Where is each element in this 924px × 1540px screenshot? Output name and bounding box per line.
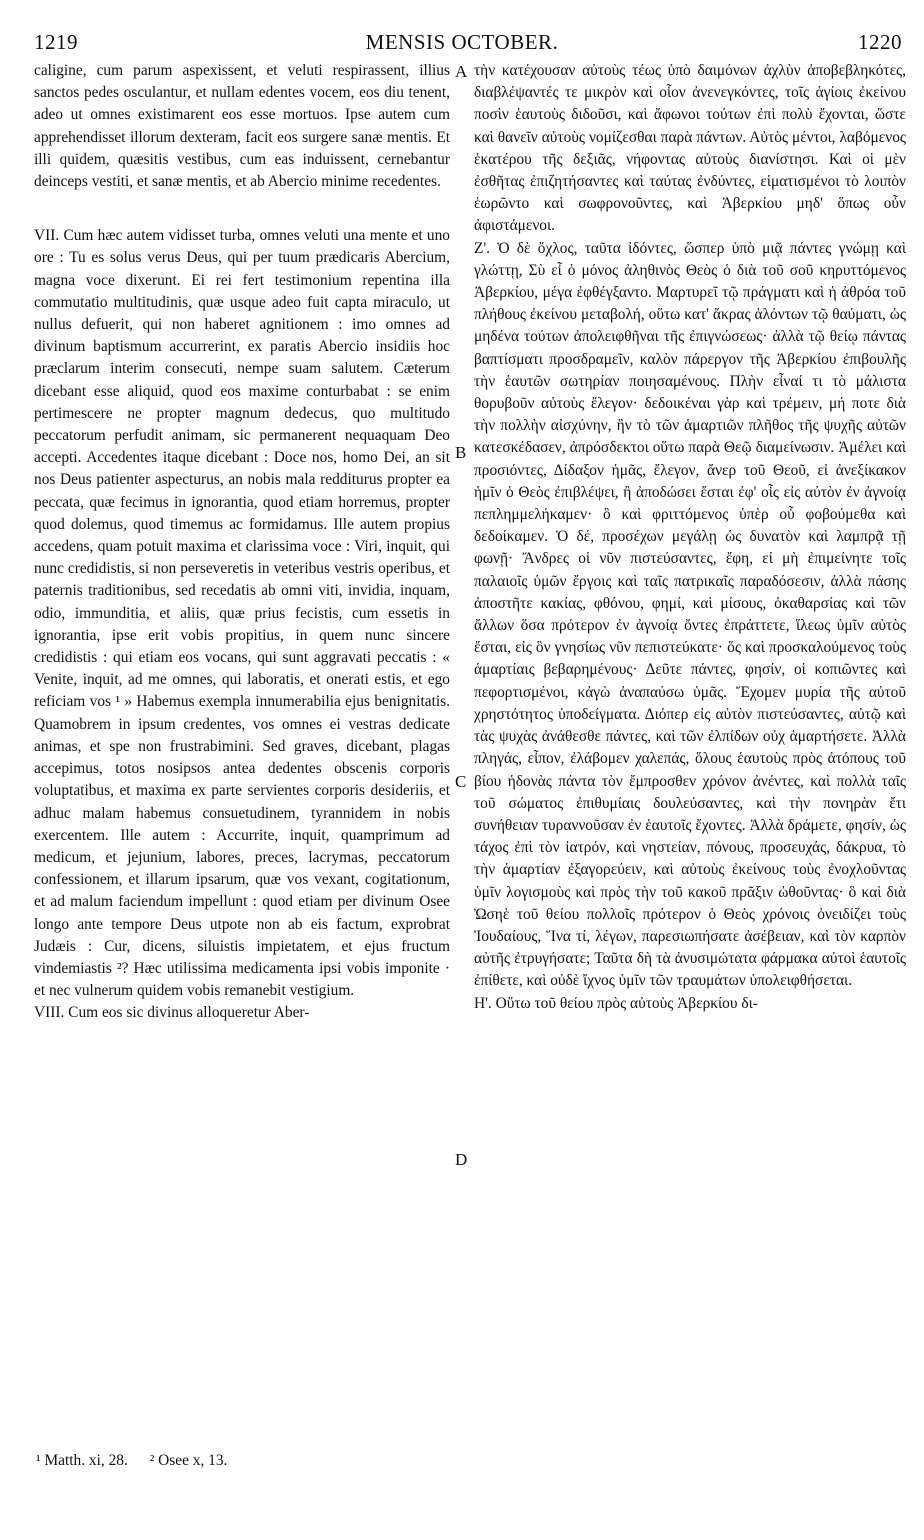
margin-marker-d: D [455,1150,468,1169]
greek-paragraph-1: τὴν κατέχουσαν αὐτοὺς τέως ὑπὸ δαιμόνων ἀχλὺν ἀποβεβληκότες, διαβλέψαντές τε μικρὸν καὶ οἷον ἀνενεγκόντες, τοῖς ἁγίοις ἐκείνου ποσὶν ἑαυτοὺς διδοῦσι, καὶ ἄφωνοι τούτων ἐπὶ πολὺ ἔχονται, ὥστε καὶ θανεῖν αὐτοὺς νομίζεσθαι παρὰ πάντων. Αὐτὸς μέντοι, λαβόμενος ἑκατέρου τῆς δεξιᾶς, νήφοντας αὐτοὺς διανίστησι. Καὶ οἱ μὲν ἐσθῆτας ἐπιζητήσαντες καὶ ταύτας ἐνδύντες, εἱματισμένοι τὸ λοιπὸν ἑωρῶντο καὶ σωφρονοῦντες, καὶ Ἀβερκίου μηδ' ὅπως οὖν ἀφιστάμενοι. [474,62,906,235]
margin-marker-a: A [455,62,468,81]
greek-column [474,60,906,1015]
greek-paragraph-3: Η'. Οὕτω τοῦ θείου πρὸς αὐτοὺς Ἀβερκίου δι- [474,994,758,1012]
page-number-right: 1220 [858,30,902,54]
running-title: MENSIS OCTOBER. [365,30,559,54]
greek-paragraph-2: Ζ'. Ὁ δὲ ὄχλος, ταῦτα ἰδόντες, ὥσπερ ὑπὸ μιᾷ πάντες γνώμῃ καὶ γλώττῃ, Σὺ εἶ ὁ μόνος ἀληθινὸς Θεὸς ὁ διὰ τοῦ σοῦ κηρυττόμενος Ἀβερκίου, μέγα ἐφθέγξαντο. Μαρτυρεῖ τῷ πράγματι καὶ ἡ ἀθρόα τοῦ πλήθους ἐκείνου μεταβολή, οὕτω κατ' ἄκρας ἁλόντων τῷ θαύματι, ὡς μηδένα τούτων ἀπολειφθῆναι τῆς ἐπιγνώσεως· ἀλλὰ τῷ θείῳ πάντας βαπτίσματι προσδραμεῖν, καλὸν πάρεργον τῆς Ἀβερκίου ἐπιβουλῆς τὴν ἑαυτῶν σωτηρίαν ποιησαμένους. Πλὴν εἶναί τι τὸ μάλιστα θορυβοῦν αὐτοὺς ἔλεγον· δεδοικέναι γὰρ καὶ τρέμειν, μή ποτε διὰ τὴν πολλὴν αἰσχύνην, ἣν τὸ τῶν ἁμαρτιῶν πλῆθος τῆς ψυχῆς αὐτῶν κατεσκέδασεν, ἀπρόσδεκτοι οὕτω παρὰ Θεῷ διαμείνωσιν. Ἀμέλει καὶ προσιόντες, Δίδαξον ἡμᾶς, ἔλεγον, ἄνερ τοῦ Θεοῦ, εἰ ἀνεξίκακον ἡμῖν ὁ Θεὸς ἐπιβλέψει, ἢ ἀποδώσει ἔσται ἐφ' οἷς εἰς αὐτὸν ἐν ἀγνοίᾳ πεπλημμελήκαμεν· ὃ καὶ φριττόμενος ὑπὲρ οὗ φοβούμεθα καὶ δεδοίκαμεν. Ὁ δέ, προσέχων μεγάλῃ ὡς δυνατὸν καὶ λαμπρᾷ τῇ φωνῇ· Ἄνδρες οἱ νῦν πιστεύσαντες, ἔφη, εἰ μὴ ἐπιμείνητε τοῖς παλαιοῖς ὑμῶν ἔργοις καὶ ταῖς πατρικαῖς παραδόσεσιν, ἀλλὰ πάσης ἀποστῆτε κακίας, φθόνου, φημί, καὶ μίσους, ὀκαθαρσίας καὶ τῶν ἄλλων ὅσα πρότερον ἐν ἀγνοίᾳ ὄντες ἐπράττετε, ἵλεως ὑμῖν αὐτὸς ἔσται, εἰς ὃν γνησίως νῦν πεπιστεύκατε· ὅς καὶ προσκαλούμενος τοὺς ἁμαρτίαις βεβαρημένους· Δεῦτε πάντες, φησίν, οἱ κοπιῶντες καὶ πεφορτισμένοι, κἀγὼ ἀναπαύσω ὑμᾶς. Ἔχομεν μυρία τῆς αὐτοῦ χρηστότητος ὑποδείγματα. Διόπερ εἰς αὐτὸν πιστεύσαντες, αὐτῷ καὶ τὰς ψυχὰς ἀνάθεσθε πάντες, καὶ τῶν ἐλπίδων οὐχ ἁμαρτήσετε. Ἀλλὰ πληγάς, εἶπον, ἐλάβομεν χαλεπάς, ὅλους ἑαυτοὺς πρὸς ἀτόπους τοῦ βίου ἡδονὰς πάντα τὸν ἔμπροσθεν χρόνον ἀνέντες, καὶ πολλὰ ταῖς τοῦ σώματος ἐπιθυμίαις δουλεύσαντες, καὶ τὴν πονηρὰν ἔτι συνήθειαν τυραννοῦσαν ἐν ἑαυτοῖς ἔχοντες. Ἀλλὰ δράμετε, φησίν, ὡς τάχος ἐπὶ τὸν ἰατρόν, καὶ νηστείαν, πόνους, προσευχάς, δάκρυα, τὸ τὴν ἁμαρτίαν ἐξαγορεύειν, καὶ αὐτοὺς ἐκείνους τοὺς ἐνοχλοῦντας ὑμῖν λογισμοὺς καὶ πρὸς τὴν τοῦ κακοῦ πρᾶξιν ὠθοῦντας· ὃ καὶ διὰ Ὠσηὲ τοῦ θείου πολλοῖς πρότερον ὁ Θεὸς χρόνοις ὀνειδίζει τοὺς Ἰουδαίους, Ἵνα τί, λέγων, παρεσιωπήσατε ἀσέβειαν, καὶ τὸν καρπὸν αὐτῆς ἐτρυγήσατε; Ταῦτα δὴ τὰ ἀνυσιμώτατα φάρμακα αὐτοὶ ἑαυτοῖς ἐπίθετε, καὶ οὐδὲ ἴχνος ὑμῖν τῶν τραυμάτων ὑπολειφθήσεται. [474,239,906,990]
margin-marker-b: B [455,443,467,462]
latin-column [34,60,450,1025]
margin-marker-c: C [455,772,467,791]
latin-paragraph-2: VII. Cum hæc autem vidisset turba, omnes veluti una mente et uno ore : Tu es solus verus Deus, qui per tuum prædicaris Abercium, magna voce dixerunt. Ei rei fert testimonium repentina illa commutatio multitudinis, quæ usque adeo fuit capta miraculo, ut nullus defuerit, qui non haberet agnitionem : imo omnes ad divinum baptismum accurrerint, ex paratis Abercio insidiis hoc præclarum interim consecuti, nempe suam salutem. Cæterum dicebant esse aliquid, quod eos maxime conturbabat : se enim pertimescere ne propter magnum dedecus, quo multitudo peccatorum perfudit animam, sic permanerent nequaquam Deo accepti. Accedentes itaque dicebant : Doce nos, homo Dei, an sit nos Deus patienter aspecturus, an nobis mala redditurus propter ea peccata, quæ fecimus in ignorantia, quod etiam horremus, propter quod dolemus, quod timemus ac formidamus. Ille autem propius accedens, quam potuit maxima et clarissima voce : Viri, inquit, qui nunc credidistis, si non perseveretis in veteribus vestris operibus, et paternis traditionibus, sed recedatis ab omni viti, invidia, inquam, odio, immunditia, et aliis, quæ prius fecistis, cum essetis in ignorantia, ipse erit vobis propitius, in quem nunc sincere credidistis : qui etiam eos vocans, qui sunt aggravati peccatis : « Venite, inquit, ad me omnes, qui laboratis, et onerati estis, et ego reficiam vos ¹ » Habemus exempla innumerabilia ejus benignitatis. Quamobrem in ipsum credentes, vos omnes ei vestras dedicate animas, et spe non frustrabimini. Sed graves, dicebant, plagas accepimus, totos nosipsos antea dedentes obscenis corporis voluptatibus, et maxima ex parte servientes corporis desideriis, et adhuc malam habemus consuetudinem, tyrannidem in nobis exercentem. Ille autem : Accurrite, inquit, quamprimum ad medicum, et jejunium, labores, preces, lacrymas, peccatorum confessionem, et illarum ipsarum, quæ vos vexant, cogitationum, et ad malum faciendum impellunt : quod etiam per divinum Osee longo ante tempore Deus utpote non ab eis factum, exprobrat Judæis : Cur, dicens, siluistis impietatem, et ejus fructum vindemiastis ²? Hæc utilissima medicamenta ipsi vobis imponite · et nec vulnerum quidem vobis remanebit vestigium. [34,227,450,1000]
footnote-2: ² Osee x, 13. [149,1452,228,1469]
footnotes [36,1452,245,1470]
page-number-left: 1219 [34,30,78,54]
latin-paragraph-1: caligine, cum parum aspexissent, et veluti respirassent, illius sanctos pedes osculantur, et nullam edentes vocem, eos diu tenent, adeo ut omnes existimarent eos esse mortuos. Ipse autem cum apprehendisset illorum dexteram, facit eos surgere sanæ mentis. Et illi quidem, quæsitis vestibus, cum eas induissent, cernebantur deinceps vestiti, et sanæ mentis, et ab Abercio minime recedentes. [34,62,450,191]
latin-paragraph-3: VIII. Cum eos sic divinus alloqueretur Aber- [34,1004,310,1022]
footnote-1: ¹ Matth. xi, 28. [36,1452,128,1469]
